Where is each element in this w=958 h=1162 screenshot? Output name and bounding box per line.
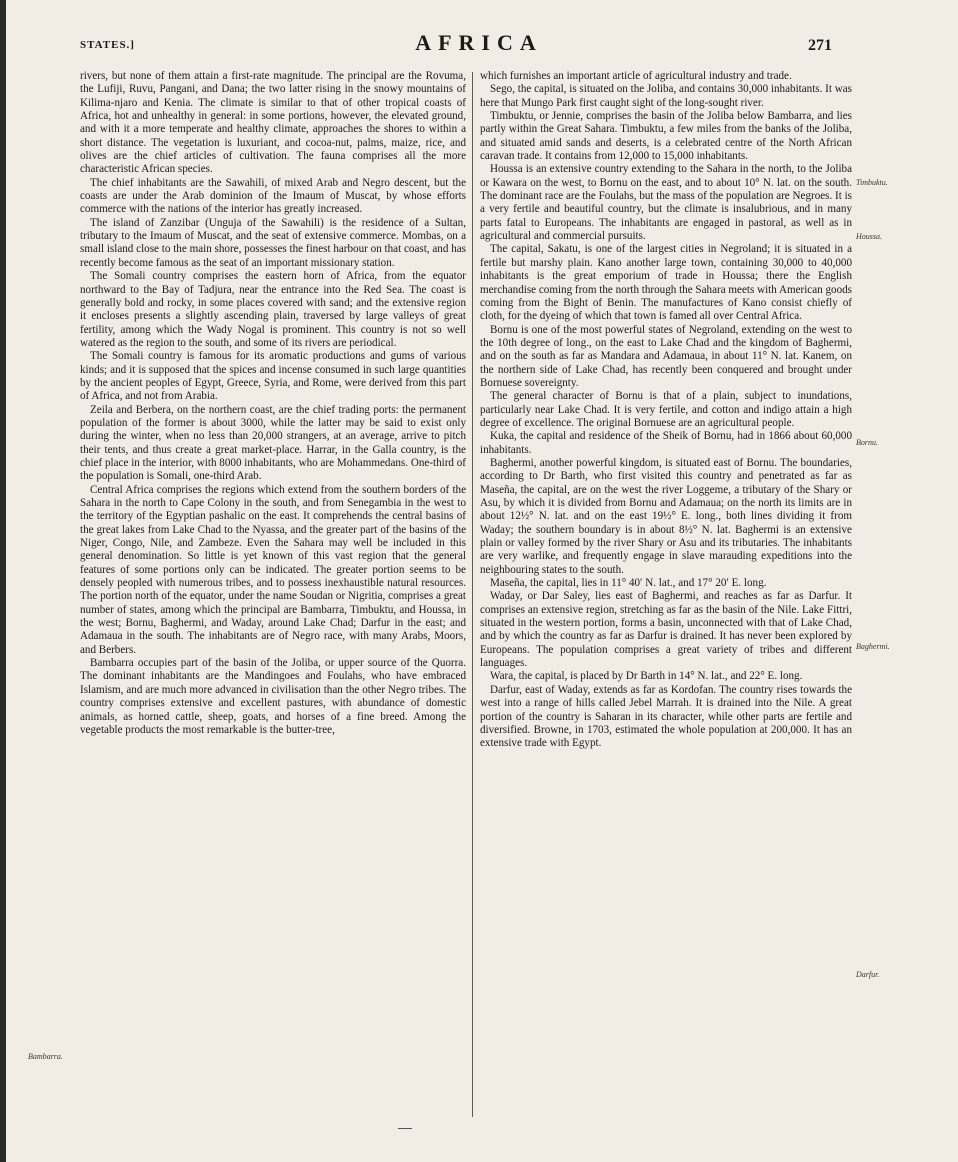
paragraph: Baghermi, another powerful kingdom, is situated east of Bornu. The boundaries, according to Dr Barth, who first visited this country and penetrated as far as Maseña, the capital, are on the west the river Loggeme, a tributary of the Shary or Asu, by which it is divided from Bornu and Adamaua; on the north its limits are in about 12½° N. lat. and on the east 19½° E. long., both lines dividing it from Waday; the southern boundary is in about 8½° N. lat. Baghermi is an extensive plain or valley formed by the river Shary or Asu and its tributaries. The inhabitants are very warlike, and frequently engage in slave marauding expeditions into the neighbouring states to the south. xyxy=(480,456,852,576)
column-rule xyxy=(472,72,473,1117)
paragraph: which furnishes an important article of agricultural industry and trade. xyxy=(480,70,792,82)
paragraph: rivers, but none of them attain a first-rate magnitude. The principal are the Rovuma, the Lufiji, Ruvu, Pangani, and Dana; the two latter rising in the snowy mountains of Kilima-njaro and Kenia. The climate is similar to that of other tropical coasts of Africa, hot and unhealthy in general: in some portions, however, the elevated ground, and with it a more temperate and healthy climate, approaches the shores to within a short distance. The vegetation is luxuriant, and cocoa-nut, palms, maize, rice, and olives are the chief articles of cultivation. The fauna comprises all the more characteristic African species. xyxy=(80,70,466,176)
running-header-title: AFRICA xyxy=(415,30,543,55)
paragraph: The capital, Sakatu, is one of the largest cities in Negroland; it is situated in a fertile but marshy plain. Kano another large town, containing 30,000 to 40,000 inhabitants is the great emporium of trade in Houssa; there the English merchandise coming from the north through the Sahara meets with American goods coming from the Bight of Benin. The manufactures of Kano consist chiefly of cloth, for the dyeing of which that town is famed all over Central Africa. xyxy=(480,243,852,323)
margin-note-darfur: Darfur. xyxy=(856,970,880,979)
margin-note-timbuktu: Timbuktu. xyxy=(856,178,888,187)
margin-note-houssa: Houssa. xyxy=(856,232,883,241)
margin-note-baghermi: Baghermi. xyxy=(856,642,890,651)
paragraph: Bornu is one of the most powerful states of Negroland, extending on the west to the 10th degree of long., on the east to Lake Chad and the kingdom of Baghermi, and on the south as far as Mandara and Adamaua, in about 11° N. lat. Kanem, on the northern side of Lake Chad, has recently been conquered and brought under Bornuese sovereignty. xyxy=(480,323,852,389)
margin-note-bornu: Bornu. xyxy=(856,438,878,447)
binding-gutter xyxy=(0,0,6,1162)
paragraph: The Somali country is famous for its aromatic productions and gums of various kinds; and it is supposed that the spices and incense consumed in such large quantities by the ancient peoples of Egypt, Greece, Syria, and Rome, were derived from this part of Africa, and not from Arabia. xyxy=(80,350,466,403)
paragraph: Sego, the capital, is situated on the Joliba, and contains 30,000 inhabitants. It was here that Mungo Park first caught sight of the long-sought river. xyxy=(480,83,852,109)
margin-note-bambarra: Bambarra. xyxy=(28,1052,63,1061)
paragraph: The general character of Bornu is that of a plain, subject to inundations, particularly near Lake Chad. It is very fertile, and cotton and indigo attain a high degree of excellence. The original Bornuese are an agricultural people. xyxy=(480,390,852,429)
paragraph: Waday, or Dar Saley, lies east of Baghermi, and reaches as far as Darfur. It comprises an extensive region, stretching as far as the basin of the Nile. Lake Fittri, situated in the western portion, forms a basin, unconnected with that of Lake Chad, and by which the country as far as Darfur is drained. It has never been explored by Europeans. The population comprises a great variety of tribes and different languages. xyxy=(480,590,852,670)
paragraph: The island of Zanzibar (Unguja of the Sawahili) is the residence of a Sultan, tributary to the Imaum of Muscat, and the seat of extensive commerce. Mombas, on a small island close to the main shore, possesses the finest harbour on that coast, and has recently become famous as the seat of an important missionary station. xyxy=(80,216,466,269)
page-number: 271 xyxy=(808,37,832,54)
running-header-section: STATES.] xyxy=(80,39,135,51)
footer-mark xyxy=(398,1128,412,1129)
paragraph: The Somali country comprises the eastern horn of Africa, from the equator northward to the Bay of Tadjura, near the entrance into the Red Sea. The coast is generally bold and rocky, in some places covered with sand; and the extensive region it encloses presents a slightly ascending plain, traversed by large valleys of great fertility, among which the Wady Nogal is prominent. This country is not so well watered as the region to the south, and some of its rivers are periodical. xyxy=(80,270,466,349)
paragraph: Darfur, east of Waday, extends as far as Kordofan. The country rises towards the west into a range of hills called Jebel Marrah. It is drained into the Nile. A great portion of the country is Saharan in its character, while other parts are fertile and diversified. Browne, in 1703, estimated the whole population at 200,000. It has an extensive trade with Egypt. xyxy=(480,683,852,750)
paragraph: Timbuktu, or Jennie, comprises the basin of the Joliba below Bambarra, and lies partly within the Great Sahara. Timbuktu, a few miles from the banks of the Joliba, and situated amid sands and deserts, is a celebrated centre of the North African caravan trade. It contains from 12,000 to 15,000 inhabitants. xyxy=(480,110,852,163)
left-column xyxy=(80,70,466,737)
paragraph: Zeila and Berbera, on the northern coast, are the chief trading ports: the permanent population of the former is about 3000, while the latter may be said to exist only during the winter, when no less than 20,000 strangers, at an average, arrive to pitch their tents, and thus create a great market-place. Harrar, in the Galla country, is the chief place in the interior, with 8000 inhabitants, who are Mohammedans. One-third of the population is Somali, one-third Arab. xyxy=(80,403,466,483)
paragraph: Bambarra occupies part of the basin of the Joliba, or upper source of the Quorra. The dominant inhabitants are the Mandingoes and Foulahs, who have embraced Islamism, and are much more advanced in civilisation than the other Negro tribes. The country comprises extensive and excellent pastures, with abundance of domestic animals, as horned cattle, sheep, goats, and horses of a fine breed. Among the vegetable products the most remarkable is the butter-tree, xyxy=(80,657,466,736)
paragraph: The chief inhabitants are the Sawahili, of mixed Arab and Negro descent, but the coasts are under the Arab dominion of the Imaum of Muscat, by whose efforts commerce with the nations of the interior has greatly increased. xyxy=(80,176,466,216)
right-column xyxy=(480,70,852,751)
paragraph: Wara, the capital, is placed by Dr Barth in 14° N. lat., and 22° E. long. xyxy=(490,670,803,683)
paragraph: Central Africa comprises the regions which extend from the southern borders of the Sahara in the north to Cape Colony in the south, and from Senegambia in the west to the territory of the Egyptian pashalic on the east. It comprehends the central basins of the great lakes from Lake Chad to the Nyassa, and the greater part of the basins of the Niger, Congo, Nile, and Zambeze. Even the Sahara may well be included in this general denomination. So little is yet known of this vast region that the general features of some portions only can be indicated. The greater portion seems to be densely peopled with numerous tribes, and to possess inexhaustible natural resources. The portion north of the equator, under the name Soudan or Nigritia, comprises a great number of states, among which the principal are Bambarra, Timbuktu, and Houssa, in the west; Bornu, Baghermi, and Waday, around Lake Chad; Darfur in the east; and Adamaua in the south. The inhabitants are of Negro race, with many Arabs, Moors, and Berbers. xyxy=(80,483,466,656)
paragraph: Houssa is an extensive country extending to the Sahara in the north, to the Joliba or Kawara on the west, to Bornu on the east, and to about 10° N. lat. on the south. The dominant race are the Foulahs, but the mass of the population are Negroes. It is a very fertile and beautiful country, but the climate is insalubrious, and in many parts fatal to Europeans. The inhabitants are engaged in pastoral, as well as in agricultural and commercial pursuits. xyxy=(480,163,852,243)
paragraph: Maseña, the capital, lies in 11° 40′ N. lat., and 17° 20′ E. long. xyxy=(490,577,767,590)
paragraph: Kuka, the capital and residence of the Sheik of Bornu, had in 1866 about 60,000 inhabitants. xyxy=(480,430,852,456)
